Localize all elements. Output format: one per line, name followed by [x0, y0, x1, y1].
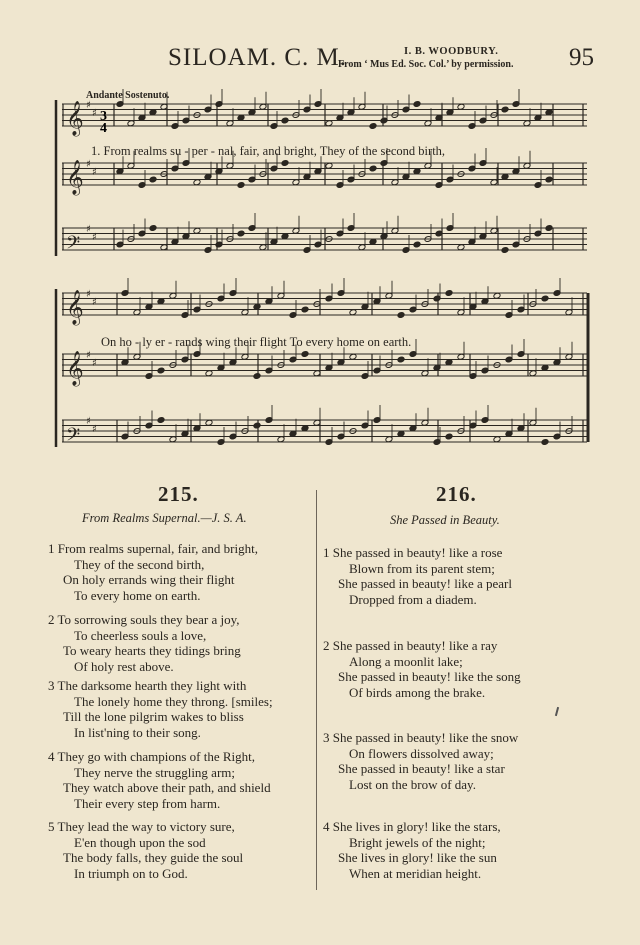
- verse-number: 3: [323, 730, 330, 745]
- verse-line: They watch above their path, and shield: [63, 780, 271, 795]
- verse-number: 1: [323, 545, 330, 560]
- verse-line: Along a moonlit lake;: [349, 653, 463, 669]
- note-head: [541, 439, 549, 446]
- verse-line: To cheerless souls a love,: [74, 627, 207, 643]
- verse-line: She lives in glory! like the sun: [338, 850, 497, 865]
- treble-clef-icon: 𝄞: [66, 290, 84, 325]
- verse-line: Dropped from a diadem.: [349, 591, 477, 607]
- note-head: [369, 123, 377, 130]
- bass-clef-icon: 𝄢: [66, 425, 81, 450]
- verse-line: To weary hearts they tidings bring: [63, 643, 241, 658]
- note-head: [413, 101, 421, 108]
- tune-title: SILOAM. C. M.: [168, 44, 347, 71]
- system1-lyrics: 1. From realms su - per - nal, fair, and bright, They of the second birth,: [91, 144, 446, 158]
- treble-clef-icon: 𝄞: [66, 160, 84, 195]
- note-head: [501, 247, 509, 254]
- note-head: [397, 356, 405, 363]
- treble-clef-icon: 𝄞: [66, 351, 84, 386]
- hymn-216-number: 216.: [436, 482, 477, 506]
- verse-line: They go with champions of the Right,: [57, 749, 256, 764]
- credit-line: From ‘ Mus Ed. Soc. Col.’ by permission.: [338, 59, 514, 70]
- verse-line: In list'ning to their song.: [74, 724, 201, 740]
- note-head: [445, 290, 453, 297]
- sharp-icon: ♯: [92, 232, 97, 243]
- verse-number: 2: [48, 612, 55, 627]
- sharp-icon: ♯: [92, 424, 97, 435]
- sharp-icon: ♯: [86, 416, 91, 427]
- note-head: [301, 351, 309, 358]
- verse-line: She passed in beauty! like the song: [338, 669, 521, 684]
- tempo-marking: Andante Sostenuto.: [86, 90, 170, 101]
- verse-line: The darksome hearth they light with: [57, 678, 247, 693]
- verse-number: 1: [48, 541, 55, 556]
- hymn-215-number: 215.: [158, 482, 199, 506]
- verse-line: Their every step from harm.: [74, 795, 221, 811]
- note-head: [445, 433, 453, 440]
- note-head: [237, 182, 245, 189]
- verse-line: She passed in beauty! like the snow: [332, 730, 519, 745]
- hymn-216-subtitle: She Passed in Beauty.: [390, 513, 500, 527]
- verse-line: They lead the way to victory sure,: [57, 819, 235, 834]
- note-head: [281, 117, 289, 124]
- verse-line: They nerve the struggling arm;: [74, 764, 236, 780]
- sharp-icon: ♯: [92, 358, 97, 369]
- hymn-216-verse-4: [323, 819, 501, 881]
- hymn-215-verse-1: [48, 541, 258, 603]
- note-head: [541, 295, 549, 302]
- sharp-icon: ♯: [86, 100, 91, 111]
- verse-number: 5: [48, 819, 55, 834]
- bass-clef-icon: 𝄢: [66, 233, 81, 258]
- verse-line: When at meridian height.: [349, 865, 482, 881]
- verse-line: She passed in beauty! like a pearl: [338, 576, 512, 591]
- sharp-icon: ♯: [86, 289, 91, 300]
- verse-line: In triumph on to God.: [74, 865, 188, 881]
- note-head: [545, 225, 553, 232]
- verse-line: She lives in glory! like the stars,: [332, 819, 501, 834]
- note-head: [501, 106, 509, 113]
- verse-line: On holy errands wing their flight: [63, 572, 235, 587]
- sharp-icon: ♯: [86, 224, 91, 235]
- verse-line: She passed in beauty! like a ray: [332, 638, 498, 653]
- column-divider: [316, 490, 317, 890]
- verse-line: They of the second birth,: [74, 556, 205, 572]
- sharp-icon: ♯: [86, 159, 91, 170]
- hymn-215-subtitle: From Realms Supernal.—J. S. A.: [82, 511, 247, 525]
- hymn-216-verse-1: [323, 545, 512, 607]
- verse-line: Of holy rest above.: [74, 658, 174, 674]
- verse-line: From realms supernal, fair, and bright,: [57, 541, 258, 556]
- music-score: [0, 0, 640, 470]
- verse-line: She passed in beauty! like a star: [338, 761, 505, 776]
- hymn-216-verse-3: [323, 730, 518, 792]
- composer: I. B. WOODBURY.: [404, 46, 499, 57]
- note-head: [237, 230, 245, 237]
- sharp-icon: ♯: [92, 167, 97, 178]
- note-head: [545, 176, 553, 183]
- sharp-icon: ♯: [92, 108, 97, 119]
- hymn-215-verse-5: [48, 819, 243, 881]
- time-sig-bottom: 4: [100, 121, 107, 136]
- system2-lyrics: On ho - ly er - rands wing their flight To every home on earth.: [101, 335, 412, 349]
- note-head: [413, 241, 421, 248]
- hymn-215-verse-4: [48, 749, 271, 811]
- verse-line: On flowers dissolved away;: [349, 745, 494, 761]
- verse-line: Till the lone pilgrim wakes to bliss: [63, 709, 244, 724]
- verse-line: She passed in beauty! like a rose: [332, 545, 503, 560]
- treble-clef-icon: 𝄞: [66, 101, 84, 136]
- note-head: [157, 367, 165, 374]
- verse-line: Blown from its parent stem;: [349, 560, 495, 576]
- note-head: [301, 306, 309, 313]
- time-sig-top: 3: [100, 109, 107, 124]
- sharp-icon: ♯: [92, 297, 97, 308]
- verse-number: 4: [48, 749, 55, 764]
- verse-line: The lonely home they throng. [smiles;: [74, 693, 273, 709]
- note-head: [281, 160, 289, 167]
- note-head: [157, 417, 165, 424]
- verse-number: 2: [323, 638, 330, 653]
- verse-line: The body falls, they guide the soul: [63, 850, 244, 865]
- verse-line: Lost on the brow of day.: [349, 776, 476, 792]
- verse-line: To sorrowing souls they bear a joy,: [57, 612, 240, 627]
- note-head: [397, 312, 405, 319]
- verse-number: 3: [48, 678, 55, 693]
- verse-line: To every home on earth.: [74, 587, 201, 603]
- page-number: 95: [569, 44, 594, 71]
- note-head: [253, 422, 261, 429]
- note-head: [369, 165, 377, 172]
- note-head: [253, 373, 261, 380]
- verse-line: E'en though upon the sod: [74, 834, 206, 850]
- pencil-mark: [555, 707, 559, 716]
- hymn-215-verse-3: [48, 678, 273, 740]
- hymn-216-verse-2: [323, 638, 521, 700]
- verse-number: 4: [323, 819, 330, 834]
- verse-line: Bright jewels of the night;: [349, 834, 486, 850]
- note-head: [149, 176, 157, 183]
- verse-line: Of birds among the brake.: [349, 684, 486, 700]
- hymn-215-verse-2: [48, 612, 241, 674]
- sharp-icon: ♯: [86, 350, 91, 361]
- note-head: [149, 225, 157, 232]
